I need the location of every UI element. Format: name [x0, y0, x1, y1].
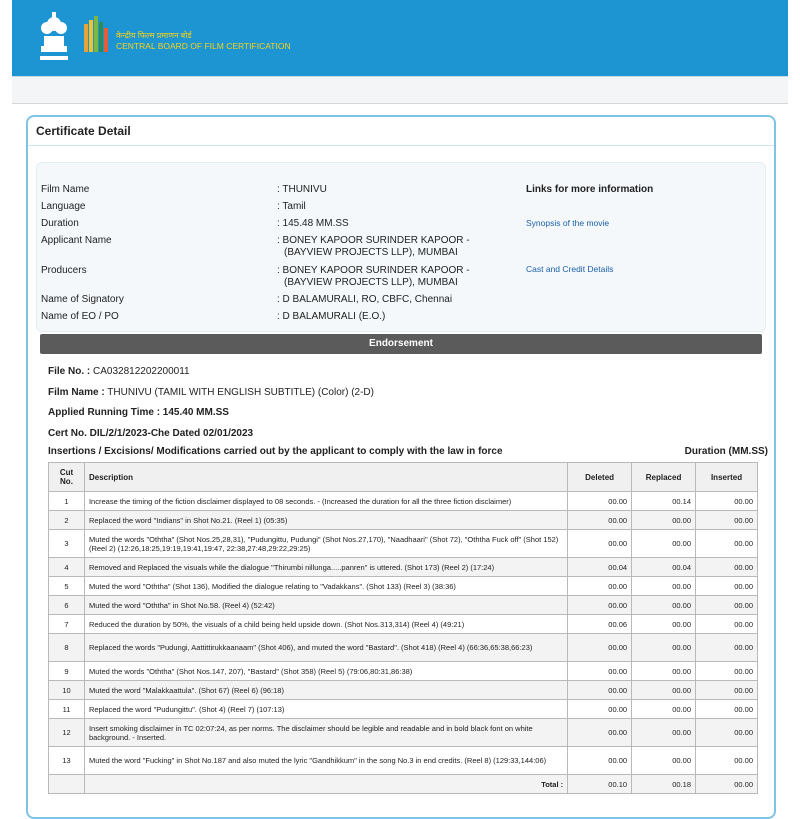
cut-description: Removed and Replaced the visuals while the dialogue "Thirumbi nillunga.....panren" is uttered. (Shot 173) (Reel 2) (17:24) [84, 558, 567, 577]
language-label: Language [41, 201, 86, 212]
cut-no: 10 [49, 681, 85, 700]
cut-inserted: 00.00 [696, 747, 758, 775]
panel-title: Certificate Detail [36, 124, 131, 138]
cut-replaced: 00.00 [632, 530, 696, 558]
applicant-label: Applicant Name [41, 235, 112, 246]
eo-po-value: : D BALAMURALI (E.O.) [277, 311, 386, 322]
cut-deleted: 00.00 [568, 747, 632, 775]
cut-replaced: 00.00 [632, 634, 696, 662]
col-description: Description [84, 463, 567, 492]
file-no-label: File No. : [48, 366, 91, 377]
cut-inserted: 00.00 [696, 596, 758, 615]
cut-deleted: 00.00 [568, 700, 632, 719]
cut-deleted: 00.00 [568, 596, 632, 615]
insertions-heading: Insertions / Excisions/ Modifications carried out by the applicant to comply with the law in force [48, 446, 503, 457]
table-row [49, 662, 758, 681]
applicant-value-line1: : BONEY KAPOOR SURINDER KAPOOR - [277, 235, 470, 246]
org-name-hindi: केन्द्रीय फिल्म प्रमाणन बोर्ड [116, 31, 192, 40]
applicant-value [277, 235, 470, 259]
cut-inserted: 00.00 [696, 700, 758, 719]
national-emblem-icon [32, 6, 76, 68]
cut-replaced: 00.00 [632, 662, 696, 681]
cut-deleted: 00.00 [568, 577, 632, 596]
table-row [49, 577, 758, 596]
film-name-value: : THUNIVU [277, 184, 327, 195]
signatory-value: : D BALAMURALI, RO, CBFC, Chennai [277, 294, 453, 305]
cut-inserted: 00.00 [696, 492, 758, 511]
cut-replaced: 00.00 [632, 719, 696, 747]
links-heading: Links for more information [526, 184, 654, 195]
table-row [49, 747, 758, 775]
cut-replaced: 00.00 [632, 747, 696, 775]
cast-credit-link[interactable]: Cast and Credit Details [526, 264, 614, 274]
total-spacer [49, 775, 85, 794]
eo-po-label: Name of EO / PO [41, 311, 119, 322]
table-total-row [49, 775, 758, 794]
cut-description: Replaced the word "Indians" in Shot No.21. (Reel 1) (05:35) [84, 511, 567, 530]
cut-description: Insert smoking disclaimer in TC 02:07:24, as per norms. The disclaimer should be legible and readable and in bold black font on white background. - Inserted. [84, 719, 567, 747]
applicant-value-line2: (BAYVIEW PROJECTS LLP), MUMBAI [284, 247, 458, 258]
divider [28, 145, 774, 146]
cut-replaced: 00.14 [632, 492, 696, 511]
col-replaced: Replaced [632, 463, 696, 492]
certificate-panel [26, 115, 776, 819]
file-no [48, 366, 190, 377]
cut-description: Muted the word "Oththa" (Shot 136), Modified the dialogue relating to "Vadakkans". (Shot 133) (Reel 3) (38:36) [84, 577, 567, 596]
cut-no: 2 [49, 511, 85, 530]
col-inserted: Inserted [696, 463, 758, 492]
cut-description: Muted the word "Malakkaattula". (Shot 67) (Reel 6) (96:18) [84, 681, 567, 700]
endorsed-film-name-label: Film Name : [48, 387, 105, 398]
cut-deleted: 00.00 [568, 530, 632, 558]
producers-label: Producers [41, 265, 87, 276]
language-value: : Tamil [277, 201, 306, 212]
cut-no: 6 [49, 596, 85, 615]
film-name-label: Film Name [41, 184, 90, 195]
cut-inserted: 00.00 [696, 558, 758, 577]
site-header [12, 0, 788, 76]
cut-deleted: 00.04 [568, 558, 632, 577]
producers-value-line2: (BAYVIEW PROJECTS LLP), MUMBAI [284, 277, 458, 288]
cert-no: Cert No. DIL/2/1/2023-Che Dated 02/01/2023 [48, 428, 254, 439]
signatory-label: Name of Signatory [41, 294, 124, 305]
cut-replaced: 00.00 [632, 700, 696, 719]
cut-deleted: 00.06 [568, 615, 632, 634]
cut-no: 11 [49, 700, 85, 719]
cut-replaced: 00.00 [632, 615, 696, 634]
table-header-row [49, 463, 758, 492]
table-row [49, 511, 758, 530]
table-row [49, 681, 758, 700]
cut-no: 8 [49, 634, 85, 662]
cut-deleted: 00.00 [568, 634, 632, 662]
table-row [49, 634, 758, 662]
running-time: Applied Running Time : 145.40 MM.SS [48, 407, 229, 418]
table-row [49, 530, 758, 558]
col-deleted: Deleted [568, 463, 632, 492]
cut-replaced: 00.00 [632, 681, 696, 700]
cut-no: 4 [49, 558, 85, 577]
cut-inserted: 00.00 [696, 662, 758, 681]
cut-replaced: 00.00 [632, 596, 696, 615]
cut-inserted: 00.00 [696, 530, 758, 558]
cut-replaced: 00.00 [632, 577, 696, 596]
producers-value [277, 265, 470, 289]
cut-description: Replaced the words "Pudungi, Aattittirukkaanaam" (Shot 406), and muted the word "Bastard". (Shot 418) (Reel 4) (66:36,65:38,66:23) [84, 634, 567, 662]
cut-inserted: 00.00 [696, 615, 758, 634]
nav-bar [12, 76, 788, 104]
duration-heading: Duration (MM.SS) [684, 446, 768, 457]
duration-label: Duration [41, 218, 79, 229]
endorsed-film-name [48, 387, 374, 398]
table-row [49, 492, 758, 511]
producers-value-line1: : BONEY KAPOOR SURINDER KAPOOR - [277, 265, 470, 276]
org-name [116, 30, 291, 52]
cut-no: 13 [49, 747, 85, 775]
cut-description: Reduced the duration by 50%, the visuals of a child being held upside down. (Shot Nos.313,314) (Reel 4) (49:21) [84, 615, 567, 634]
cut-inserted: 00.00 [696, 681, 758, 700]
file-no-value: CA032812202200011 [93, 366, 190, 377]
cut-inserted: 00.00 [696, 511, 758, 530]
duration-value: : 145.48 MM.SS [277, 218, 349, 229]
total-label: Total : [84, 775, 567, 794]
total-replaced: 00.18 [632, 775, 696, 794]
cut-replaced: 00.00 [632, 511, 696, 530]
cut-description: Muted the words "Oththa" (Shot Nos.147, 207), "Bastard" (Shot 358) (Reel 5) (79:06,80:31,86:38) [84, 662, 567, 681]
cut-no: 1 [49, 492, 85, 511]
cut-deleted: 00.00 [568, 492, 632, 511]
cut-no: 5 [49, 577, 85, 596]
cut-no: 3 [49, 530, 85, 558]
cut-description: Increase the timing of the fiction disclaimer displayed to 08 seconds. - (Increased the duration for all the three fiction disclaimer) [84, 492, 567, 511]
table-row [49, 558, 758, 577]
endorsement-bar: Endorsement [40, 334, 762, 354]
cut-deleted: 00.00 [568, 511, 632, 530]
cut-deleted: 00.00 [568, 719, 632, 747]
cut-description: Replaced the word "Pudungittu". (Shot 4) (Reel 7) (107:13) [84, 700, 567, 719]
table-row [49, 615, 758, 634]
cut-no: 9 [49, 662, 85, 681]
table-row [49, 596, 758, 615]
cut-description: Muted the word "Fucking" in Shot No.187 and also muted the lyric "Gandhikkum" in the song No.3 in end credits. (Reel 8) (129:33,144:06) [84, 747, 567, 775]
cut-no: 7 [49, 615, 85, 634]
col-cut-no: Cut No. [49, 463, 85, 492]
cut-description: Muted the words "Oththa" (Shot Nos.25,28,31), "Pudungittu, Pudungi" (Shot Nos.27,170), "Naadhaari" (Shot 72), "Oththa Fuck off" (Shot 152) (Reel 2) (12:26,18:25,19:19,19:41,19:47, 22:38,27:48,29:22,29:25) [84, 530, 567, 558]
cut-deleted: 00.00 [568, 662, 632, 681]
cut-inserted: 00.00 [696, 719, 758, 747]
cbfc-logo-icon [82, 14, 112, 54]
total-inserted: 00.00 [696, 775, 758, 794]
cut-deleted: 00.00 [568, 681, 632, 700]
cut-replaced: 00.04 [632, 558, 696, 577]
cut-inserted: 00.00 [696, 634, 758, 662]
table-row [49, 700, 758, 719]
endorsed-film-name-value: THUNIVU (TAMIL WITH ENGLISH SUBTITLE) (Color) (2-D) [107, 387, 374, 398]
certificate-info [36, 162, 766, 332]
org-name-english: CENTRAL BOARD OF FILM CERTIFICATION [116, 41, 291, 51]
cut-description: Muted the word "Oththa" in Shot No.58. (Reel 4) (52:42) [84, 596, 567, 615]
synopsis-link[interactable]: Synopsis of the movie [526, 218, 610, 228]
total-deleted: 00.10 [568, 775, 632, 794]
modifications-table [48, 462, 758, 794]
cut-no: 12 [49, 719, 85, 747]
cut-inserted: 00.00 [696, 577, 758, 596]
table-row [49, 719, 758, 747]
